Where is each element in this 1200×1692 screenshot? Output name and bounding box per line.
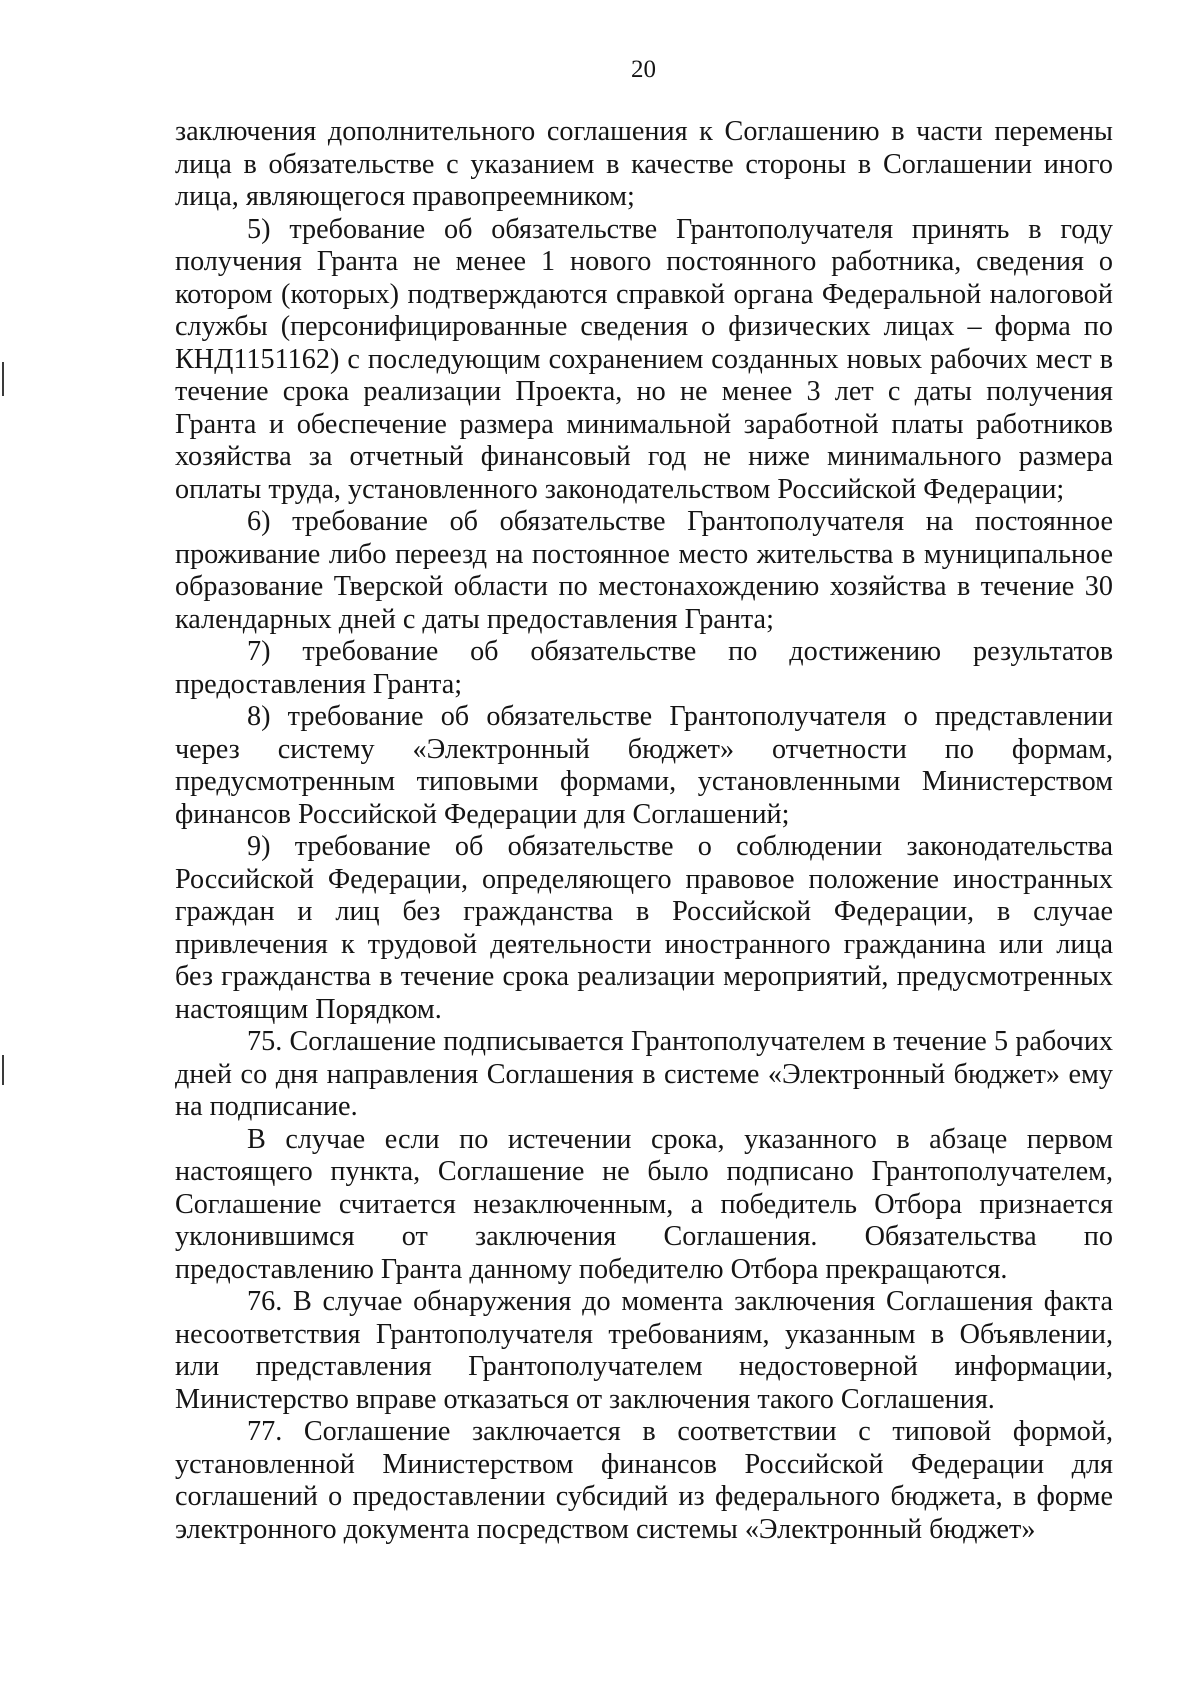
paragraph-clause-75-part-2: В случае если по истечении срока, указанного в абзаце первом настоящего пункта, Соглашение не было подписано Грантополучателем, Соглашение считается незаключенным, а победитель Отбора признается уклонившимся от заключения Соглашения. Обязательства по предоставлению Гранта данному победителю Отбора прекращаются.	[175, 1123, 1113, 1285]
paragraph-item-8: 8) требование об обязательстве Грантополучателя о представлении через систему «Электронный бюджет» отчетности по формам, предусмотренным типовыми формами, установленными Министерством финансов Российской Федерации для Соглашений;	[175, 701, 1113, 830]
paragraph-clause-76: 76. В случае обнаружения до момента заключения Соглашения факта несоответствия Грантополучателя требованиям, указанным в Объявлении, или представления Грантополучателем недостоверной информации, Министерство вправе отказаться от заключения такого Соглашения.	[175, 1286, 1113, 1415]
scan-margin-mark	[2, 362, 4, 396]
paragraph-item-6: 6) требование об обязательстве Грантополучателя на постоянное проживание либо переезд на постоянное место жительства в муниципальное образование Тверской области по местонахождению хозяйства в течение 30 календарных дней с даты предоставления Гранта;	[175, 506, 1113, 635]
paragraph-clause-77: 77. Соглашение заключается в соответствии с типовой формой, установленной Министерством финансов Российской Федерации для соглашений о предоставлении субсидий из федерального бюджета, в форме электронного документа посредством системы «Электронный бюджет»	[175, 1416, 1113, 1545]
scan-margin-mark	[2, 1055, 4, 1085]
paragraph-continuation: заключения дополнительного соглашения к Соглашению в части перемены лица в обязательстве с указанием в качестве стороны в Соглашении иного лица, являющегося правопреемником;	[175, 116, 1113, 212]
paragraph-clause-75: 75. Соглашение подписывается Грантополучателем в течение 5 рабочих дней со дня направления Соглашения в системе «Электронный бюджет» ему на подписание.	[175, 1026, 1113, 1122]
paragraph-item-9: 9) требование об обязательстве о соблюдении законодательства Российской Федерации, определяющего правовое положение иностранных граждан и лиц без гражданства в Российской Федерации, в случае привлечения к трудовой деятельности иностранного гражданина или лица без гражданства в течение срока реализации мероприятий, предусмотренных настоящим Порядком.	[175, 831, 1113, 1025]
document-body	[175, 116, 1113, 1546]
page-number: 20	[631, 56, 656, 83]
paragraph-item-7: 7) требование об обязательстве по достижению результатов предоставления Гранта;	[175, 636, 1113, 700]
paragraph-item-5: 5) требование об обязательстве Грантополучателя принять в году получения Гранта не менее 1 нового постоянного работника, сведения о котором (которых) подтверждаются справкой органа Федеральной налоговой службы (персонифицированные сведения о физических лицах – форма по КНД1151162) с последующим сохранением созданных новых рабочих мест в течение срока реализации Проекта, но не менее 3 лет с даты получения Гранта и обеспечение размера минимальной заработной платы работников хозяйства за отчетный финансовый год не ниже минимального размера оплаты труда, установленного законодательством Российской Федерации;	[175, 213, 1113, 505]
